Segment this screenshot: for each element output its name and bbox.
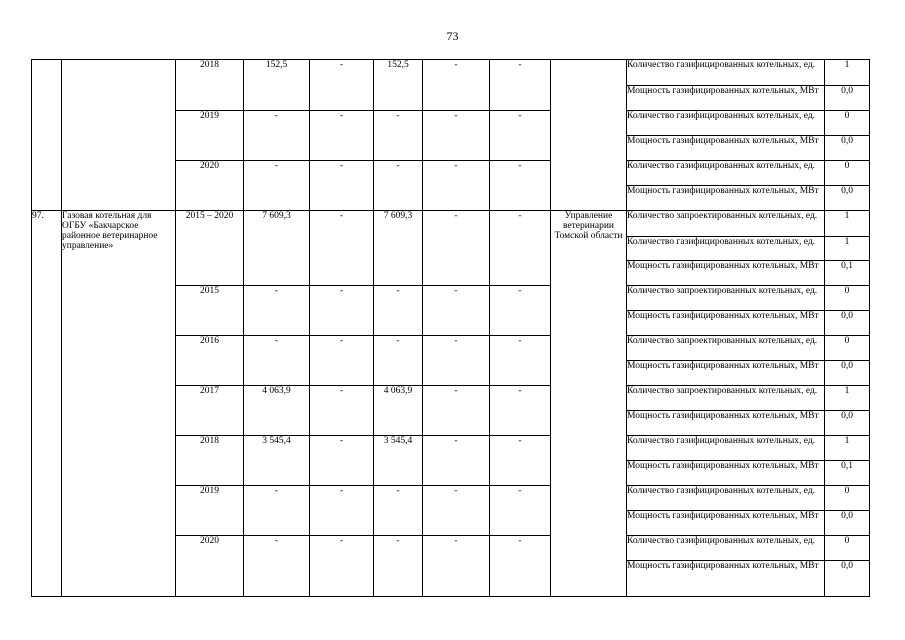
funding-value: - — [490, 536, 551, 597]
funding-value: - — [310, 536, 374, 597]
executor: Управление ветеринарии Томской области — [551, 211, 627, 597]
indicator-value: 0,0 — [825, 136, 870, 161]
indicator-label: Количество газифицированных котельных, ед. — [627, 111, 825, 136]
funding-value: - — [423, 60, 490, 111]
indicator-label: Количество газифицированных котельных, ед. — [627, 486, 825, 511]
funding-value: - — [374, 536, 423, 597]
indicator-value: 0,0 — [825, 186, 870, 211]
period-year: 2020 — [176, 536, 244, 597]
period-year: 2019 — [176, 111, 244, 161]
indicator-label: Количество газифицированных котельных, ед. — [627, 436, 825, 461]
program-table — [31, 59, 870, 597]
indicator-label: Мощность газифицированных котельных, МВт — [627, 361, 825, 386]
funding-value: - — [423, 286, 490, 336]
funding-value: - — [490, 386, 551, 436]
item-name: Газовая котельная для ОГБУ «Бакчарское районное ветеринарное управление» — [62, 211, 176, 597]
indicator-label: Мощность газифицированных котельных, МВт — [627, 411, 825, 436]
indicator-value: 0,0 — [825, 86, 870, 111]
indicator-label: Мощность газифицированных котельных, МВт — [627, 461, 825, 486]
period-year: 2018 — [176, 60, 244, 111]
period-year: 2020 — [176, 161, 244, 211]
indicator-value: 1 — [825, 237, 870, 261]
page-number: 73 — [446, 29, 459, 43]
funding-value: - — [490, 286, 551, 336]
indicator-value: 0,0 — [825, 561, 870, 597]
period-year: 2015 – 2020 — [176, 211, 244, 286]
period-year: 2017 — [176, 386, 244, 436]
indicator-label: Мощность газифицированных котельных, МВт — [627, 311, 825, 336]
funding-value: - — [423, 161, 490, 211]
indicator-label: Количество запроектированных котельных, ед. — [627, 286, 825, 311]
funding-value: - — [310, 436, 374, 486]
indicator-value: 0 — [825, 111, 870, 136]
funding-value: - — [310, 286, 374, 336]
funding-value: 152,5 — [244, 60, 310, 111]
indicator-value: 0 — [825, 336, 870, 361]
funding-value: - — [423, 486, 490, 536]
funding-value: - — [244, 486, 310, 536]
period-year: 2015 — [176, 286, 244, 336]
indicator-label: Количество запроектированных котельных, ед. — [627, 336, 825, 361]
indicator-value: 0,1 — [825, 261, 870, 286]
indicator-value: 0 — [825, 286, 870, 311]
indicator-value: 1 — [825, 60, 870, 86]
funding-value: - — [310, 336, 374, 386]
indicator-value: 1 — [825, 436, 870, 461]
funding-value: - — [374, 486, 423, 536]
indicator-label: Количество газифицированных котельных, ед. — [627, 536, 825, 561]
funding-value: - — [310, 486, 374, 536]
funding-value: - — [490, 211, 551, 286]
period-year: 2019 — [176, 486, 244, 536]
funding-value: - — [423, 436, 490, 486]
funding-value: - — [490, 161, 551, 211]
funding-value: - — [374, 336, 423, 386]
funding-value: - — [423, 111, 490, 161]
funding-value: 7 609,3 — [244, 211, 310, 286]
funding-value: 3 545,4 — [374, 436, 423, 486]
indicator-value: 0,0 — [825, 361, 870, 386]
indicator-label: Мощность газифицированных котельных, МВт — [627, 186, 825, 211]
table-row — [32, 211, 870, 237]
period-year: 2018 — [176, 436, 244, 486]
indicator-value: 0 — [825, 161, 870, 186]
table-body — [32, 60, 870, 597]
funding-value: - — [423, 386, 490, 436]
item-name-empty — [62, 60, 176, 211]
funding-value: - — [490, 486, 551, 536]
indicator-value: 0 — [825, 536, 870, 561]
funding-value: - — [423, 536, 490, 597]
funding-value: - — [374, 161, 423, 211]
indicator-label: Мощность газифицированных котельных, МВт — [627, 136, 825, 161]
funding-value: 7 609,3 — [374, 211, 423, 286]
funding-value: - — [310, 60, 374, 111]
indicator-label: Количество запроектированных котельных, ед. — [627, 386, 825, 411]
table-row — [32, 60, 870, 86]
indicator-value: 0,0 — [825, 511, 870, 536]
indicator-value: 1 — [825, 386, 870, 411]
funding-value: - — [244, 286, 310, 336]
indicator-label: Количество газифицированных котельных, ед. — [627, 161, 825, 186]
funding-value: - — [490, 336, 551, 386]
funding-value: - — [244, 536, 310, 597]
funding-value: - — [374, 286, 423, 336]
indicator-label: Мощность газифицированных котельных, МВт — [627, 86, 825, 111]
period-year: 2016 — [176, 336, 244, 386]
funding-value: 4 063,9 — [244, 386, 310, 436]
indicator-value: 0 — [825, 486, 870, 511]
indicator-label: Количество запроектированных котельных, ед. — [627, 211, 825, 237]
indicator-value: 0,0 — [825, 311, 870, 336]
funding-value: - — [374, 111, 423, 161]
indicator-value: 1 — [825, 211, 870, 237]
funding-value: - — [244, 336, 310, 386]
funding-value: 4 063,9 — [374, 386, 423, 436]
funding-value: - — [490, 436, 551, 486]
funding-value: - — [423, 336, 490, 386]
funding-value: - — [490, 60, 551, 111]
funding-value: 152,5 — [374, 60, 423, 111]
indicator-label: Количество газифицированных котельных, ед. — [627, 60, 825, 86]
item-number: 97. — [32, 211, 62, 597]
indicator-label: Мощность газифицированных котельных, МВт — [627, 261, 825, 286]
funding-value: - — [423, 211, 490, 286]
indicator-label: Мощность газифицированных котельных, МВт — [627, 561, 825, 597]
funding-value: - — [310, 386, 374, 436]
indicator-value: 0,0 — [825, 411, 870, 436]
indicator-value: 0,1 — [825, 461, 870, 486]
funding-value: - — [490, 111, 551, 161]
indicator-label: Количество газифицированных котельных, ед. — [627, 237, 825, 261]
indicator-label: Мощность газифицированных котельных, МВт — [627, 511, 825, 536]
item-number-empty — [32, 60, 62, 211]
funding-value: 3 545,4 — [244, 436, 310, 486]
funding-value: - — [244, 161, 310, 211]
executor-empty — [551, 60, 627, 211]
funding-value: - — [244, 111, 310, 161]
funding-value: - — [310, 211, 374, 286]
funding-value: - — [310, 161, 374, 211]
funding-value: - — [310, 111, 374, 161]
